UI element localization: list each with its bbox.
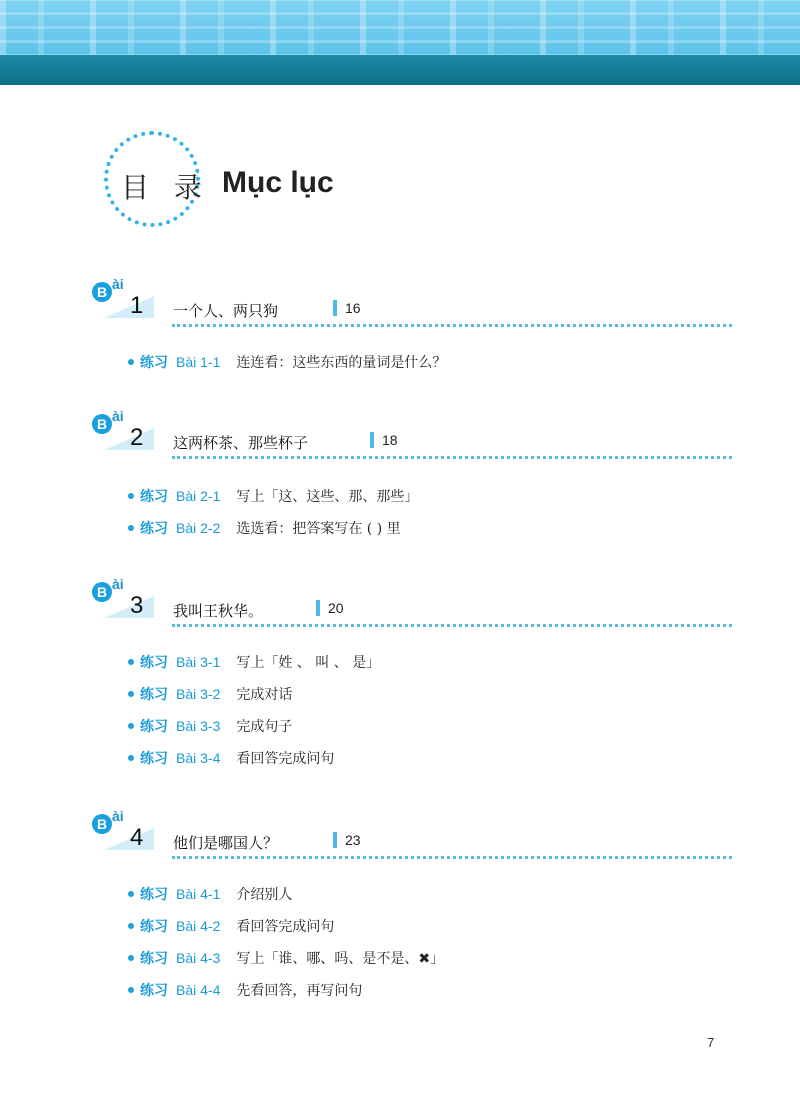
bullet-icon	[128, 525, 134, 531]
exercise-label: 练习	[140, 983, 168, 999]
lesson-page-number: 20	[328, 600, 344, 616]
badge-suffix: ài	[112, 408, 124, 424]
lesson-title[interactable]: 一个人、两只狗	[173, 302, 279, 320]
header-bar	[0, 55, 800, 85]
exercise-item[interactable]	[128, 518, 401, 538]
lesson-title[interactable]: 他们是哪国人？	[173, 834, 279, 852]
page-marker	[370, 432, 374, 448]
exercise-label: 练习	[140, 887, 168, 903]
exercise-code: Bài 2-2	[176, 520, 221, 536]
exercise-label: 练习	[140, 951, 168, 967]
exercise-label: 练习	[140, 521, 168, 537]
badge-letter: B	[92, 282, 112, 302]
exercise-code: Bài 3-3	[176, 718, 221, 734]
exercise-label: 练习	[140, 719, 168, 735]
exercise-code: Bài 2-1	[176, 488, 221, 504]
exercise-text: 连连看：这些东西的量词是什么？	[236, 355, 447, 371]
exercise-item[interactable]	[128, 652, 380, 672]
exercise-code: Bài 3-2	[176, 686, 221, 702]
exercise-item[interactable]	[128, 916, 334, 936]
page-title-chinese: 目 录	[121, 171, 210, 204]
exercise-label: 练习	[140, 751, 168, 767]
bullet-icon	[128, 987, 134, 993]
lesson-page-number: 16	[345, 300, 361, 316]
exercise-code: Bài 4-2	[176, 918, 221, 934]
exercise-label: 练习	[140, 919, 168, 935]
exercise-label: 练习	[140, 355, 168, 371]
bullet-icon	[128, 891, 134, 897]
exercise-code: Bài 4-3	[176, 950, 221, 966]
page-title-vietnamese: Mục lục	[222, 166, 334, 199]
page-marker	[333, 300, 337, 316]
exercise-code: Bài 4-4	[176, 982, 221, 998]
lesson-page-number: 23	[345, 832, 361, 848]
dotted-divider	[172, 856, 732, 859]
dotted-divider	[172, 456, 732, 459]
exercise-text: 完成对话	[236, 687, 293, 703]
exercise-label: 练习	[140, 489, 168, 505]
exercise-item[interactable]	[128, 486, 418, 506]
exercise-text: 选选看：把答案写在 ( ) 里	[236, 521, 401, 537]
exercise-item[interactable]	[128, 352, 446, 372]
bullet-icon	[128, 723, 134, 729]
exercise-item[interactable]	[128, 980, 362, 1000]
page-number: 7	[707, 1035, 715, 1050]
badge-tail	[104, 296, 154, 318]
exercise-text: 看回答完成问句	[236, 919, 335, 935]
dotted-divider	[172, 624, 732, 627]
exercise-code: Bài 1-1	[176, 354, 221, 370]
exercise-label: 练习	[140, 687, 168, 703]
dotted-divider	[172, 324, 732, 327]
page-marker	[333, 832, 337, 848]
exercise-text: 写上「姓 、 叫 、 是」	[236, 655, 381, 671]
exercise-label: 练习	[140, 655, 168, 671]
bullet-icon	[128, 955, 134, 961]
badge-tail	[104, 828, 154, 850]
page-marker	[316, 600, 320, 616]
exercise-code: Bài 4-1	[176, 886, 221, 902]
exercise-text: 写上「谁、哪、吗、是不是、✖」	[236, 951, 445, 967]
lesson-number: 4	[130, 824, 144, 851]
exercise-code: Bài 3-1	[176, 654, 221, 670]
bullet-icon	[128, 755, 134, 761]
badge-suffix: ài	[112, 808, 124, 824]
badge-suffix: ài	[112, 576, 124, 592]
exercise-item[interactable]	[128, 748, 334, 768]
header-decor-band	[0, 0, 800, 57]
bullet-icon	[128, 923, 134, 929]
exercise-text: 看回答完成问句	[236, 751, 335, 767]
badge-tail	[104, 596, 154, 618]
exercise-text: 介绍别人	[236, 887, 293, 903]
badge-letter: B	[92, 414, 112, 434]
exercise-text: 写上「这、这些、那、那些」	[236, 489, 419, 505]
lesson-title[interactable]: 我叫王秋华。	[173, 602, 264, 620]
badge-tail	[104, 428, 154, 450]
bullet-icon	[128, 359, 134, 365]
exercise-item[interactable]	[128, 884, 292, 904]
bullet-icon	[128, 659, 134, 665]
lesson-number: 2	[130, 424, 144, 451]
exercise-text: 完成句子	[236, 719, 293, 735]
exercise-item[interactable]	[128, 684, 292, 704]
lesson-title[interactable]: 这两杯茶、那些杯子	[173, 434, 309, 452]
exercise-item[interactable]	[128, 716, 292, 736]
badge-suffix: ài	[112, 276, 124, 292]
lesson-page-number: 18	[382, 432, 398, 448]
bullet-icon	[128, 691, 134, 697]
lesson-number: 3	[130, 592, 144, 619]
lesson-number: 1	[130, 292, 144, 319]
exercise-item[interactable]	[128, 948, 444, 968]
exercise-text: 先看回答，再写问句	[236, 983, 363, 999]
exercise-code: Bài 3-4	[176, 750, 221, 766]
bullet-icon	[128, 493, 134, 499]
badge-letter: B	[92, 582, 112, 602]
badge-letter: B	[92, 814, 112, 834]
